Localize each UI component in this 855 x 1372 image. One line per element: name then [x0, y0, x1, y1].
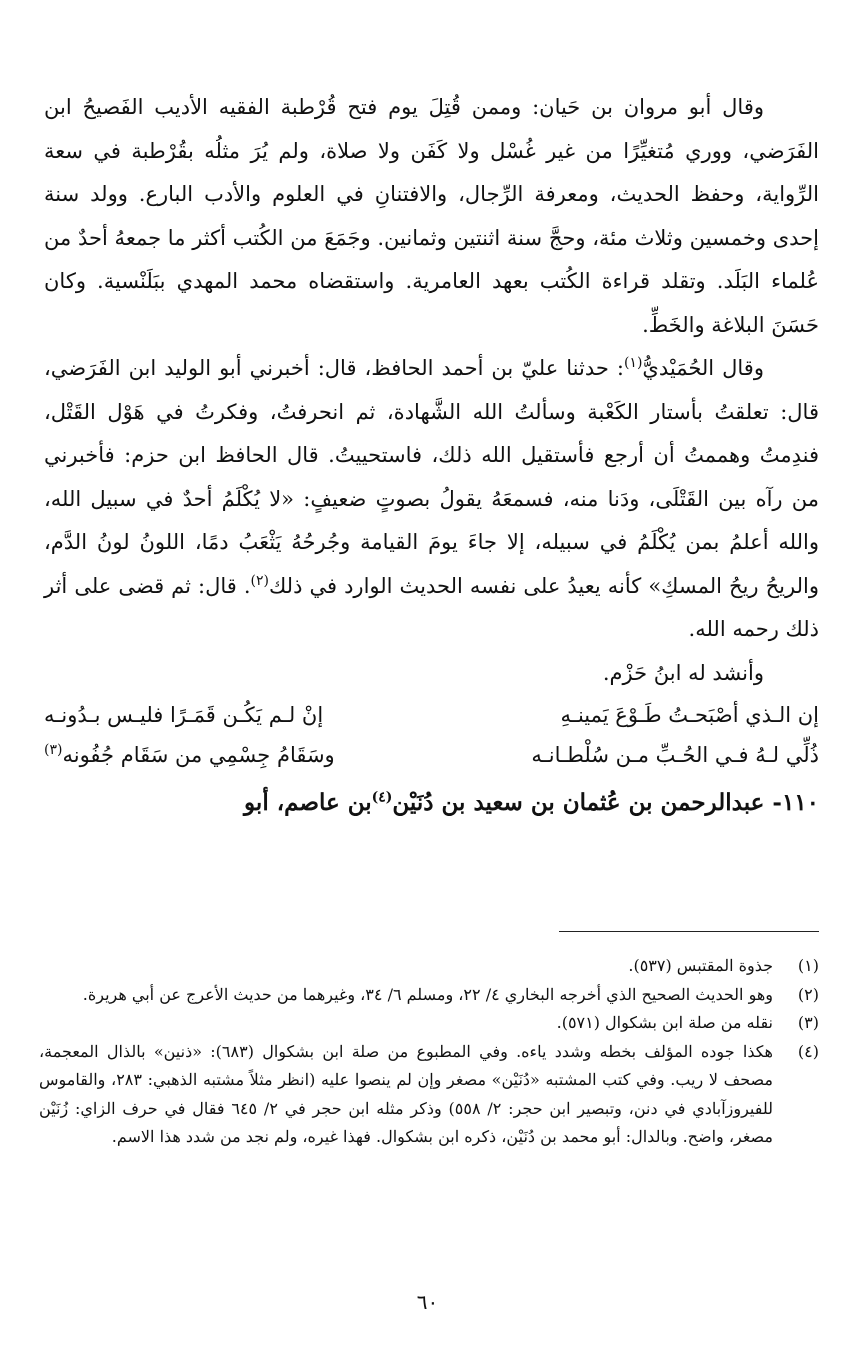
footnote: [39, 981, 819, 1010]
footnote: [39, 1038, 819, 1152]
paragraph-text: : حدثنا عليّ بن أحمد الحافظ، قال: أخبرني أبو الوليد ابن الفَرَضي، قال: تعلقتُ بأستار الكَعْبة وسألتُ الله الشَّهادة، ثم انحرفتُ، وفكرتُ في هَوْل القَتْل، فندِمتُ وهممتُ أن أرجع فأستقيل الله ذلك، فاستحييتُ. قال الحافظ ابن حزم: فأخبرني من رآه بين القَتْلَى، ودَنا منه، فسمعَهُ يقولُ بصوتٍ ضعيفٍ: «لا يُكْلَمُ أحدٌ في سبيل الله، والله أعلمُ بمن يُكْلَمُ في سبيله، إلا جاءَ يومَ القيامة وجُرحُهُ يَثْعَبُ دمًا، اللونُ لونُ الدَّم، والريحُ ريحُ المسكِ» كأنه يعيدُ على نفسه الحديث الوارد في ذلك: [44, 356, 819, 598]
biography-name-start: عبدالرحمن بن عُثمان بن سعيد بن دُنَيْن: [392, 789, 765, 816]
verse-2-first-hemistich: ذُلِّي لـهُ فـي الحُـبِّ مـن سُلْطـانـه: [531, 743, 819, 767]
footnote: [39, 952, 819, 981]
footnote-marker-4: (٤): [371, 789, 393, 806]
paragraph: [44, 347, 819, 652]
paragraph-text: وقال الحُمَيْديُّ: [642, 356, 764, 380]
footnotes: [39, 952, 819, 1152]
footnote: [39, 1009, 819, 1038]
footnote-separator: [559, 931, 819, 932]
paragraph: [44, 86, 819, 347]
footnote-text: وهو الحديث الصحيح الذي أخرجه البخاري ٤/ ٢٢، ومسلم ٦/ ٣٤، وغيرهما من حديث الأعرج عن أبي هريرة.: [82, 984, 773, 1004]
poem-verse-2: [44, 735, 819, 775]
footnote-marker: (٢): [250, 572, 269, 589]
footnote-marker-3: (٣): [44, 742, 63, 758]
verse-1-first-hemistich: إن الـذي أصْبَحـتُ طَـوْعَ يَمينـهِ: [560, 703, 819, 727]
footnote-number: (١): [797, 956, 819, 975]
biography-name-end: بن عاصم، أبو: [244, 789, 372, 816]
biography-number: ١١٠-: [764, 789, 819, 816]
footnote-text: جذوة المقتبس (٥٣٧).: [628, 956, 773, 975]
footnote-number: (٤): [797, 1041, 819, 1061]
main-text: [44, 86, 819, 827]
verse-2-second-hemistich: [44, 735, 335, 775]
footnote-number: (٢): [797, 984, 819, 1004]
paragraph: [44, 652, 819, 696]
verse-2-second-text: وسَقَامُ جِسْمِي من سَقَام جُفُونه: [62, 743, 335, 767]
verse-1-second-hemistich: إنْ لـم يَكُـن قَمَـرًا فليـس بـدُونـه: [44, 703, 324, 727]
footnote-number: (٣): [797, 1013, 819, 1032]
poem-verse-1: [44, 695, 819, 735]
footnote-text: نقله من صلة ابن بشكوال (٥٧١).: [556, 1013, 773, 1032]
footnote-marker: (١): [623, 355, 643, 371]
paragraph-text: وأنشد له ابنُ حَزْم.: [602, 660, 764, 685]
paragraph-text: . قال: ثم قضى على أثر ذلك رحمه الله.: [44, 573, 819, 641]
biography-heading: [44, 779, 819, 827]
footnote-text: هكذا جوده المؤلف بخطه وشدد ياءه. وفي المطبوع من صلة ابن بشكوال (٦٨٣): «ذنين» بالذال المعجمة، مصحف لا ريب. وفي كتب المشتبه «دُنَيْن» مصغر وإن لم ينصوا عليه (انظر مثلاً مشتبه الذهبي: ٢٨٣، والقاموس للفيروزآبادي في دنن، وتبصير ابن حجر: ٢/ ٥٥٨) وذكر مثله ابن حجر في ٢/ ٦٤٥ فقال في حرف الزاي: زُنَيْن مصغر، واضح. وبالدال: أبو محمد بن دُنَيْن، ذكره ابن بشكوال. فهذا غيره، ولم نجد من شدد هذا الاسم.: [39, 1041, 774, 1146]
paragraphs: [44, 86, 819, 695]
paragraph-text: وقال أبو مروان بن حَيان: وممن قُتِلَ يوم فتح قُرْطبة الفقيه الأديب الفَصيحُ ابن الفَرَضي، ووري مُتغيِّرًا من غير غُسْل ولا كَفَن ولا صلاة، ولم يُرَ مثلُه بقُرْطبة في سعة الرِّواية، وحفظ الحديث، ومعرفة الرِّجال، والافتنانِ في العلوم والأدب البارع. وولد سنة إحدى وخمسين وثلاث مئة، وحجَّ سنة اثنتين وثمانين. وجَمَعَ من الكُتب أكثر ما جمعهُ أحدٌ من عُلماء البَلَد. وتقلد قراءة الكُتب بعهد العامرية. واستقضاه محمد المهدي ببَلَنْسية. وكان حَسَنَ البلاغة والخَطِّ.: [44, 95, 819, 337]
page-number: ٦٠: [416, 1290, 439, 1314]
